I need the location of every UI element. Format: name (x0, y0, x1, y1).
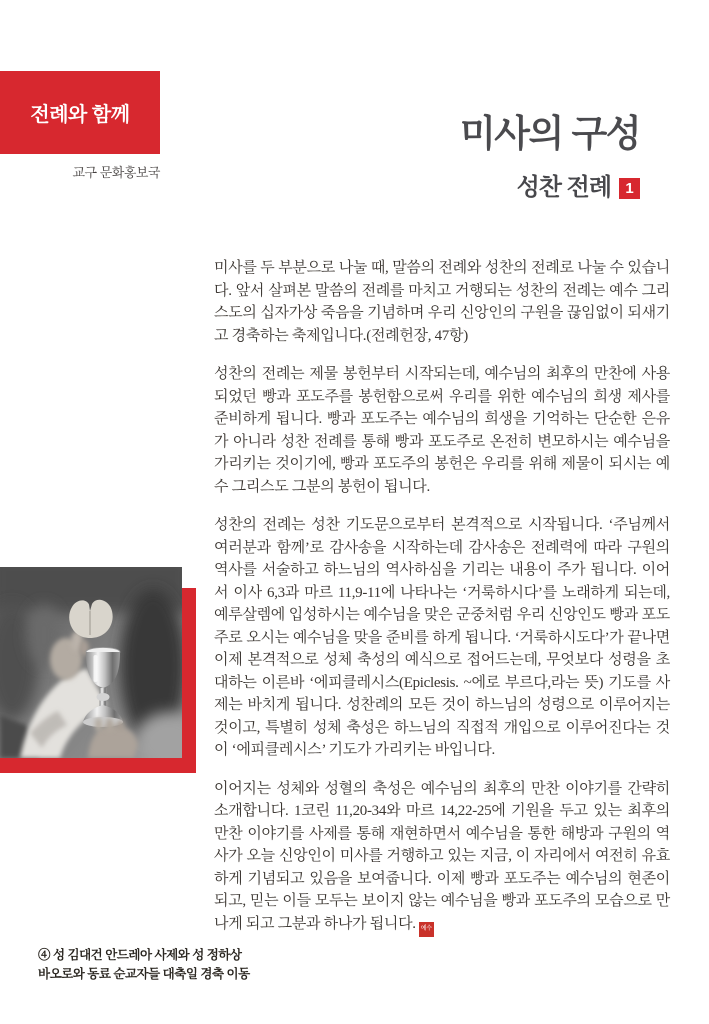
page-title: 미사의 구성 (460, 113, 640, 154)
department-label: 교구 문화홍보국 (72, 165, 160, 180)
part-number-badge: 1 (619, 178, 640, 199)
paragraph-1: 미사를 두 부분으로 나눌 때, 말씀의 전례와 성찬의 전례로 나눌 수 있습니다. 앞서 살펴본 말씀의 전례를 마치고 거행되는 성찬의 전례는 예수 그리스도의 십자가상 죽음을 기념하며 우리 신앙인의 구원을 끊임없이 되새기고 경축하는 축제입니다.(전례헌장, 47항) (214, 260, 670, 344)
subtitle (517, 176, 640, 200)
article-body (214, 257, 670, 937)
chalice-and-host-illustration (0, 567, 182, 758)
paragraph-2: 성찬의 전례는 제물 봉헌부터 시작되는데, 예수님의 최후의 만찬에 사용되었던 빵과 포도주를 봉헌함으로써 우리를 위한 예수님의 희생 제사를 준비하게 됩니다. 빵과 포도주는 예수님의 희생을 기억하는 단순한 은유가 아니라 성찬 전례를 통해 빵과 포도주로 온전히 변모하시는 예수님을 가리키는 것이기에, 빵과 포도주의 봉헌은 우리를 위해 제물이 되시는 예수 그리스도 그분의 봉헌이 됩니다. (214, 366, 670, 495)
end-seal-icon: 예수 (419, 922, 434, 937)
paragraph-4 (214, 778, 670, 937)
footer-note (38, 946, 250, 984)
footer-note-line2: 바오로와 동료 순교자들 대축일 경축 이동 (38, 967, 250, 981)
series-label-box (0, 71, 160, 154)
eucharist-photo (0, 567, 182, 758)
paragraph-4-text: 이어지는 성체와 성혈의 축성은 예수님의 최후의 만찬 이야기를 간략히 소개합니다. 1코린 11,20-34와 마르 14,22-25에 기원을 두고 있는 최후의 만찬 이야기를 사제를 통해 재현하면서 예수님을 통한 해방과 구원의 역사가 오늘 신앙인이 미사를 거행하고 있는 지금, 이 자리에서 여전히 유효하게 기념되고 있음을 보여줍니다. 이제 빵과 포도주는 예수님의 현존이 되고, 믿는 이들 모두는 보이지 않는 예수님을 빵과 포도주의 모습으로 만나게 되고 그분과 하나가 됩니다. (214, 780, 670, 932)
paragraph-3: 성찬의 전례는 성찬 기도문으로부터 본격적으로 시작됩니다. ‘주님께서 여러분과 함께’로 감사송을 시작하는데 감사송은 전례력에 따라 구원의 역사를 서술하고 하느님의 역사하심을 기리는 내용이 주가 됩니다. 이어서 이사 6,3과 마르 11,9-11에 나타나는 ‘거룩하시다’를 노래하게 되는데, 예루살렘에 입성하시는 예수님을 맞은 군중처럼 우리 신앙인도 빵과 포도주로 오시는 예수님을 맞을 준비를 하게 됩니다. ‘거룩하시도다’가 끝나면 이제 본격적으로 성체 축성의 예식으로 접어드는데, 무엇보다 성령을 초대하는 이른바 ‘에피클레시스(Epiclesis. ~에로 부르다,라는 뜻) 기도를 사제는 바치게 됩니다. 성찬례의 모든 것이 하느님의 성령으로 이루어지는 것이고, 특별히 성체 축성은 하느님의 직접적 개입으로 이루어진다는 것이 ‘에피클레시스’ 기도가 가리키는 바입니다. (214, 517, 670, 758)
subtitle-text: 성찬 전례 (516, 174, 611, 201)
series-label: 전례와 함께 (30, 104, 130, 126)
footer-note-line1: ④ 성 김대건 안드레아 사제와 성 정하상 (38, 948, 242, 962)
